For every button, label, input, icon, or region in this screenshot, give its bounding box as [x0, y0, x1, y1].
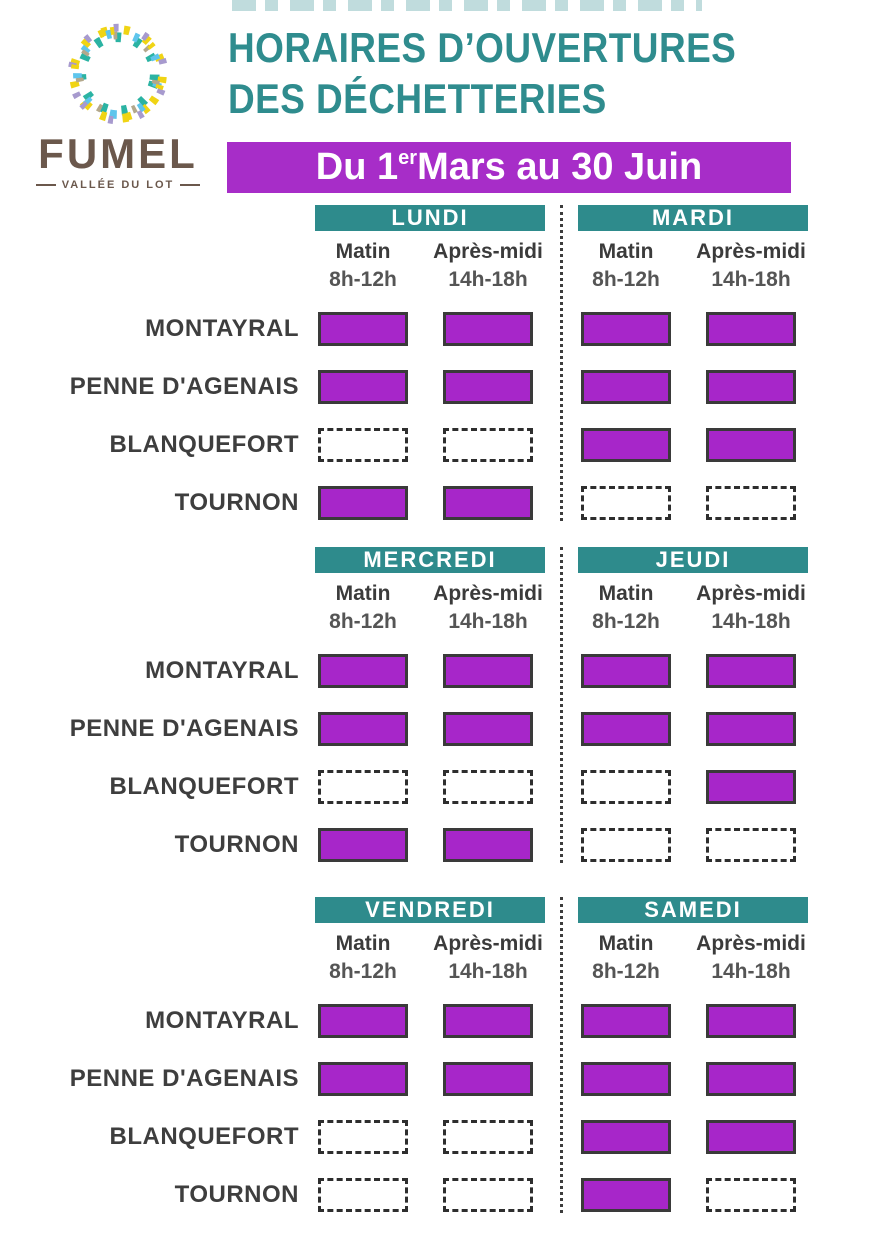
schedule-slot	[443, 370, 533, 404]
day-table-mercredi	[315, 547, 545, 863]
schedule-slot	[706, 1178, 796, 1212]
morning-label: Matin	[598, 932, 654, 955]
day-header: MARDI	[578, 205, 808, 231]
morning-hours: 8h-12h	[592, 960, 660, 983]
morning-hours: 8h-12h	[592, 610, 660, 633]
schedule-slot	[443, 312, 533, 346]
site-label-penne: PENNE D'AGENAIS	[69, 373, 299, 400]
morning-label: Matin	[335, 240, 391, 263]
schedule-slot	[443, 712, 533, 746]
day-header: MERCREDI	[315, 547, 545, 573]
schedule-slot	[443, 486, 533, 520]
schedule-slot	[706, 486, 796, 520]
site-label-blanquefort: BLANQUEFORT	[109, 773, 299, 800]
schedule-slot	[443, 1120, 533, 1154]
day-header: VENDREDI	[315, 897, 545, 923]
site-label-tournon: TOURNON	[174, 1181, 299, 1208]
schedule-slot	[581, 828, 671, 862]
afternoon-hours: 14h-18h	[448, 960, 528, 983]
morning-label: Matin	[598, 582, 654, 605]
page-title	[228, 22, 736, 124]
morning-label: Matin	[335, 932, 391, 955]
banner-text-end: Mars au 30 Juin	[417, 146, 703, 188]
column-labels	[315, 581, 545, 607]
afternoon-hours: 14h-18h	[448, 610, 528, 633]
day-table-jeudi	[578, 547, 808, 863]
fumel-logo	[36, 16, 200, 191]
column-labels	[578, 239, 808, 265]
hour-labels	[578, 267, 808, 293]
column-labels	[578, 931, 808, 957]
afternoon-hours: 14h-18h	[448, 268, 528, 291]
schedule-slot	[706, 712, 796, 746]
site-label-penne: PENNE D'AGENAIS	[69, 715, 299, 742]
schedule-band-1	[0, 205, 808, 521]
site-label-penne: PENNE D'AGENAIS	[69, 1065, 299, 1092]
schedule-slot	[706, 370, 796, 404]
site-labels	[0, 205, 315, 521]
schedule-slot	[581, 486, 671, 520]
schedule-slot	[581, 1004, 671, 1038]
schedule-slot	[318, 486, 408, 520]
site-label-tournon: TOURNON	[174, 831, 299, 858]
title-line-2: DES DÉCHETTERIES	[228, 75, 607, 122]
schedule-slot	[318, 1178, 408, 1212]
banner-text-start: Du 1	[315, 146, 399, 188]
slot-grid	[578, 1004, 808, 1212]
schedule-band-3	[0, 897, 808, 1213]
schedule-slot	[443, 770, 533, 804]
site-labels	[0, 897, 315, 1213]
afternoon-label: Après-midi	[696, 932, 806, 955]
dotted-divider	[560, 897, 563, 1213]
schedule-slot	[581, 428, 671, 462]
hour-labels	[315, 959, 545, 985]
schedule-slot	[318, 1062, 408, 1096]
morning-hours: 8h-12h	[329, 268, 397, 291]
schedule-slot	[443, 1004, 533, 1038]
site-labels	[0, 547, 315, 863]
schedule-slot	[443, 654, 533, 688]
afternoon-label: Après-midi	[433, 240, 543, 263]
schedule-slot	[318, 312, 408, 346]
confetti-ring-icon	[60, 16, 176, 132]
site-label-montayral: MONTAYRAL	[145, 657, 299, 684]
schedule-slot	[706, 654, 796, 688]
afternoon-hours: 14h-18h	[711, 610, 791, 633]
day-table-vendredi	[315, 897, 545, 1213]
logo-tagline	[36, 179, 200, 191]
schedule-slot	[581, 1178, 671, 1212]
morning-label: Matin	[598, 240, 654, 263]
title-line-1: HORAIRES D’OUVERTURES	[228, 24, 737, 71]
schedule-slot	[318, 370, 408, 404]
schedule-band-2	[0, 547, 808, 863]
slot-grid	[578, 312, 808, 520]
hour-labels	[315, 609, 545, 635]
schedule-slot	[443, 428, 533, 462]
slot-grid	[315, 1004, 545, 1212]
schedule-slot	[318, 1120, 408, 1154]
schedule-slot	[443, 1062, 533, 1096]
afternoon-label: Après-midi	[433, 582, 543, 605]
column-labels	[315, 931, 545, 957]
schedule-slot	[318, 428, 408, 462]
slot-grid	[315, 654, 545, 862]
hour-labels	[578, 959, 808, 985]
tagline-dash-right	[180, 184, 200, 186]
day-header: LUNDI	[315, 205, 545, 231]
schedule-slot	[581, 654, 671, 688]
site-label-blanquefort: BLANQUEFORT	[109, 1123, 299, 1150]
dotted-divider	[560, 205, 563, 521]
day-header: SAMEDI	[578, 897, 808, 923]
schedule-slot	[581, 312, 671, 346]
day-table-samedi	[578, 897, 808, 1213]
tagline-dash-left	[36, 184, 56, 186]
schedule-slot	[706, 312, 796, 346]
day-header: JEUDI	[578, 547, 808, 573]
site-label-montayral: MONTAYRAL	[145, 315, 299, 342]
schedule-slot	[318, 712, 408, 746]
dotted-divider	[560, 547, 563, 863]
period-banner: Du 1 $^{er}$ Mars au 30 Juin	[227, 142, 791, 193]
column-labels	[578, 581, 808, 607]
schedule-slot	[706, 1120, 796, 1154]
schedule-slot	[706, 1004, 796, 1038]
cropped-text-artifact	[232, 0, 702, 11]
schedule-slot	[318, 654, 408, 688]
logo-name: FUMEL	[38, 130, 198, 177]
day-table-lundi	[315, 205, 545, 521]
schedule-slot	[443, 828, 533, 862]
day-table-mardi	[578, 205, 808, 521]
schedule-slot	[581, 712, 671, 746]
morning-hours: 8h-12h	[592, 268, 660, 291]
site-label-montayral: MONTAYRAL	[145, 1007, 299, 1034]
afternoon-hours: 14h-18h	[711, 960, 791, 983]
slot-grid	[315, 312, 545, 520]
schedule-slot	[318, 828, 408, 862]
schedule-slot	[706, 770, 796, 804]
morning-hours: 8h-12h	[329, 610, 397, 633]
tagline-text: VALLÉE DU LOT	[61, 179, 175, 191]
hour-labels	[315, 267, 545, 293]
schedule-slot	[706, 1062, 796, 1096]
schedule-slot	[318, 1004, 408, 1038]
afternoon-label: Après-midi	[696, 582, 806, 605]
hour-labels	[578, 609, 808, 635]
site-label-blanquefort: BLANQUEFORT	[109, 431, 299, 458]
schedule-slot	[581, 1062, 671, 1096]
schedule-slot	[581, 370, 671, 404]
schedule-slot	[706, 428, 796, 462]
column-labels	[315, 239, 545, 265]
afternoon-hours: 14h-18h	[711, 268, 791, 291]
afternoon-label: Après-midi	[696, 240, 806, 263]
site-label-tournon: TOURNON	[174, 489, 299, 516]
schedule-slot	[581, 770, 671, 804]
schedule-slot	[581, 1120, 671, 1154]
afternoon-label: Après-midi	[433, 932, 543, 955]
schedule-slot	[318, 770, 408, 804]
morning-hours: 8h-12h	[329, 960, 397, 983]
schedule-slot	[443, 1178, 533, 1212]
slot-grid	[578, 654, 808, 862]
morning-label: Matin	[335, 582, 391, 605]
schedule-slot	[706, 828, 796, 862]
